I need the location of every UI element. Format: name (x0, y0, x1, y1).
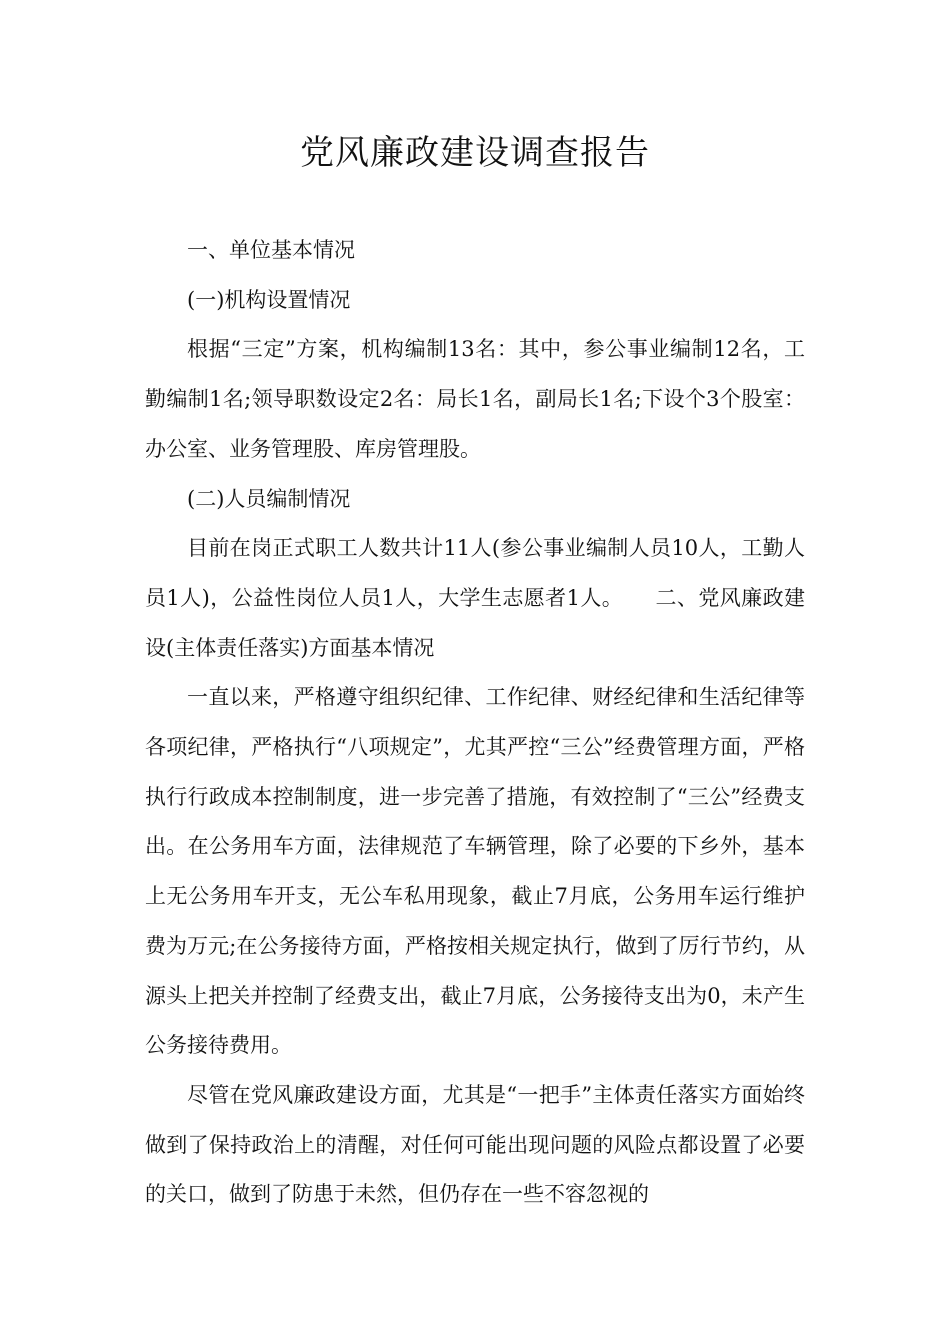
document-body (145, 226, 805, 1220)
paragraph-responsibility: 尽管在党风廉政建设方面，尤其是“一把手”主体责任落实方面始终做到了保持政治上的清醒，对任何可能出现问题的风险点都设置了必要的关口，做到了防患于未然，但仍存在一些不容忽视的 (145, 1082, 805, 1207)
page-title: 党风廉政建设调查报告 (300, 133, 650, 173)
section-heading-1: 一、单位基本情况 (187, 238, 355, 262)
paragraph-staffing: 目前在岗正式职工人数共计11人(参公事业编制人员10人，工勤人员1人)，公益性岗位人员1人，大学生志愿者1人。 二、党风廉政建设(主体责任落实)方面基本情况 (145, 536, 805, 660)
subsection-heading-1: (一)机构设置情况 (187, 287, 351, 312)
paragraph-organization: 根据“三定”方案，机构编制13名：其中，参公事业编制12名，工勤编制1名;领导职数设定2名：局长1名，副局长1名;下设个3个股室：办公室、业务管理股、库房管理股。 (145, 337, 805, 461)
paragraph-discipline: 一直以来，严格遵守组织纪律、工作纪律、财经纪律和生活纪律等各项纪律，严格执行“八项规定”，尤其严控“三公”经费管理方面，严格执行行政成本控制制度，进一步完善了措施，有效控制了“三公”经费支出。在公务用车方面，法律规范了车辆管理，除了必要的下乡外，基本上无公务用车开支，无公车私用现象，截止7月底，公务用车运行维护费为万元;在公务接待方面，严格按相关规定执行，做到了厉行节约，从源头上把关并控制了经费支出，截止7月底，公务接待支出为0，未产生公务接待费用。 (145, 685, 805, 1058)
subsection-heading-2: (二)人员编制情况 (187, 486, 351, 511)
